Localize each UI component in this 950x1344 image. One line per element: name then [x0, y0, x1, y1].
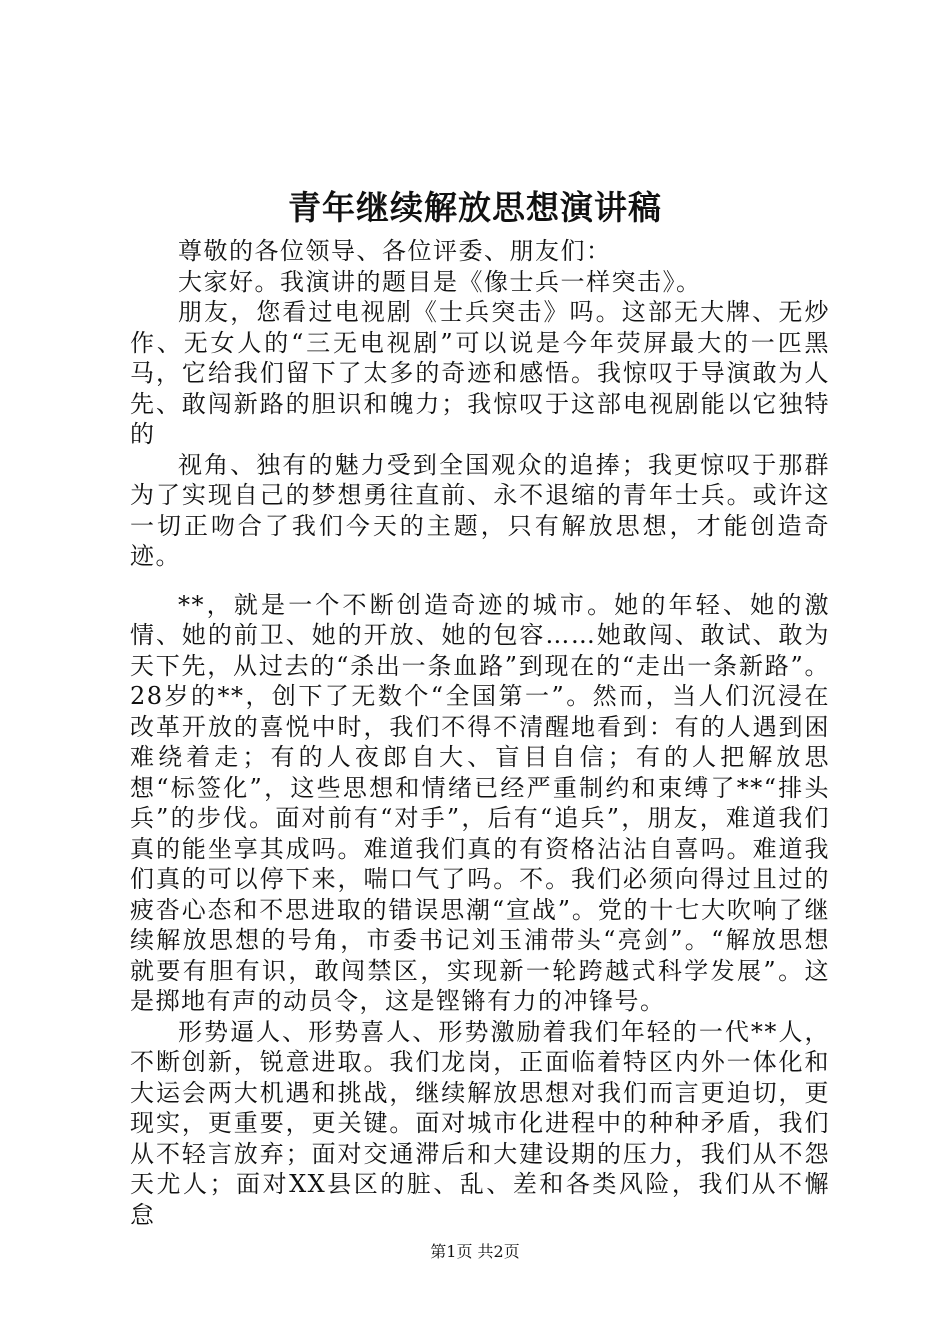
paragraph-situation: 形势逼人、形势喜人、形势激励着我们年轻的一代**人，不断创新，锐意进取。我们龙岗，正面临着特区内外一体化和大运会两大机遇和挑战，继续解放思想对我们而言更迫切，更现实，更重要，更关键。面对城市化进程中的种种矛盾，我们从不轻言放弃；面对交通滞后和大建设期的压力，我们从不怨天尤人；面对XX县区的脏、乱、差和各类风险，我们从不懈怠: [130, 1017, 830, 1229]
document-body: [130, 236, 830, 1230]
paragraph-intro: 朋友，您看过电视剧《士兵突击》吗。这部无大牌、无炒作、无女人的“三无电视剧”可以说是今年荧屏最大的一匹黑马，它给我们留下了太多的奇迹和感悟。我惊叹于导演敢为人先、敢闯新路的胆识和魄力；我惊叹于这部电视剧能以它独特的: [130, 298, 830, 448]
paragraph-intro-continued: 视角、独有的魅力受到全国观众的追捧；我更惊叹于那群为了实现自己的梦想勇往直前、永不退缩的青年士兵。或许这一切正吻合了我们今天的主题，只有解放思想，才能创造奇迹。: [130, 450, 830, 570]
paragraph-salutation: 尊敬的各位领导、各位评委、朋友们：: [178, 237, 612, 265]
document-title: 青年继续解放思想演讲稿: [288, 188, 662, 227]
paragraph-city: **，就是一个不断创造奇迹的城市。她的年轻、她的激情、她的前卫、她的开放、她的包容……她敢闯、敢试、敢为天下先，从过去的“杀出一条血路”到现在的“走出一条新路”。28岁的**，创下了无数个“全国第一”。然而，当人们沉浸在改革开放的喜悦中时，我们不得不清醒地看到：有的人遇到困难绕着走；有的人夜郎自大、盲目自信；有的人把解放思想“标签化”，这些思想和情绪已经严重制约和束缚了**“排头兵”的步伐。面对前有“对手”，后有“追兵”，朋友，难道我们真的能坐享其成吗。难道我们真的有资格沾沾自喜吗。难道我们真的可以停下来，喘口气了吗。不。我们必须向得过且过的疲沓心态和不思进取的错误思潮“宣战”。党的十七大吹响了继续解放思想的号角，市委书记刘玉浦带头“亮剑”。“解放思想就要有胆有识，敢闯禁区，实现新一轮跨越式科学发展”。这是掷地有声的动员令，这是铿锵有力的冲锋号。: [130, 590, 830, 1015]
page-number-indicator: 第1页 共2页: [430, 1242, 520, 1261]
page-footer: [0, 1240, 950, 1264]
paragraph-greeting: 大家好。我演讲的题目是《像士兵一样突击》。: [178, 267, 702, 296]
